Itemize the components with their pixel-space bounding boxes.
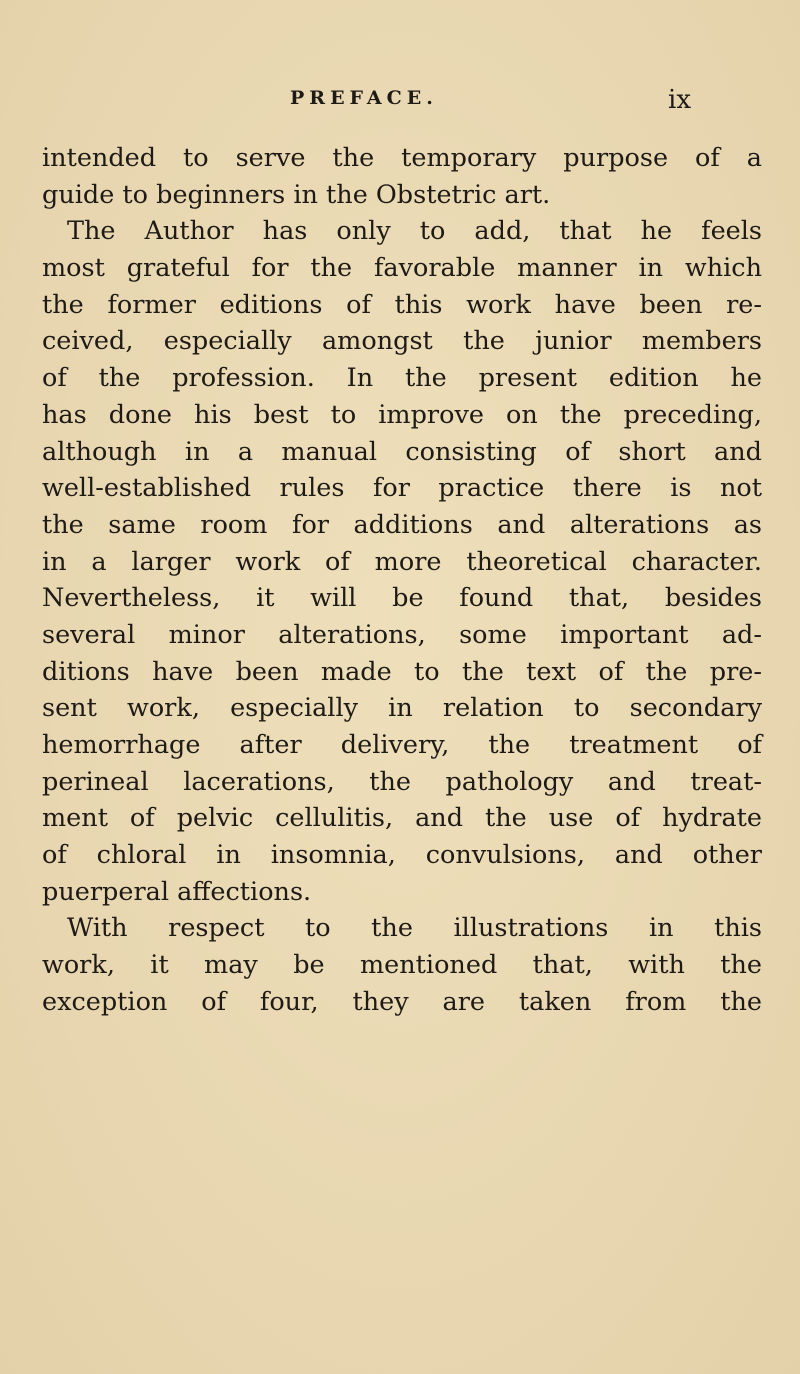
text-line: perineal lacerations, the pathology and treat- [42, 766, 762, 797]
running-head [0, 87, 800, 117]
text-line: intended to serve the temporary purpose of a [42, 143, 762, 173]
body-text [42, 140, 762, 1021]
text-line: Nevertheless, it will be found that, besides [42, 583, 762, 614]
text-line: The Author has only to add, that he feels [67, 216, 762, 247]
text-line: of chloral in insomnia, convulsions, and other [42, 840, 762, 871]
text-line: exception of four, they are taken from the [42, 986, 762, 1017]
text-line: the same room for additions and alterations as [42, 509, 762, 540]
text-line: puerperal affections. [42, 876, 312, 907]
text-line: ditions have been made to the text of the pre- [42, 656, 762, 687]
text-line: has done his best to improve on the preceding, [42, 399, 762, 430]
text-line: ment of pelvic cellulitis, and the use of hydrate [42, 803, 762, 834]
text-line: several minor alterations, some important ad- [42, 619, 762, 650]
text-line: in a larger work of more theoretical character. [42, 546, 762, 577]
text-line: hemorrhage after delivery, the treatment of [42, 730, 762, 760]
text-line: sent work, especially in relation to secondary [42, 693, 762, 724]
text-line: well-established rules for practice there is not [42, 473, 762, 504]
text-line: With respect to the illustrations in this [67, 913, 762, 944]
text-line: of the profession. In the present edition he [42, 363, 762, 394]
page-number: ix [668, 85, 691, 115]
text-line: ceived, especially amongst the junior members [42, 326, 762, 357]
text-line: the former editions of this work have been re- [42, 289, 762, 320]
text-line: work, it may be mentioned that, with the [42, 950, 762, 981]
text-line: guide to beginners in the Obstetric art. [42, 179, 551, 210]
text-line: most grateful for the favorable manner in which [42, 253, 762, 284]
text-line: although in a manual consisting of short and [42, 436, 762, 467]
running-title: PREFACE. [290, 87, 438, 109]
